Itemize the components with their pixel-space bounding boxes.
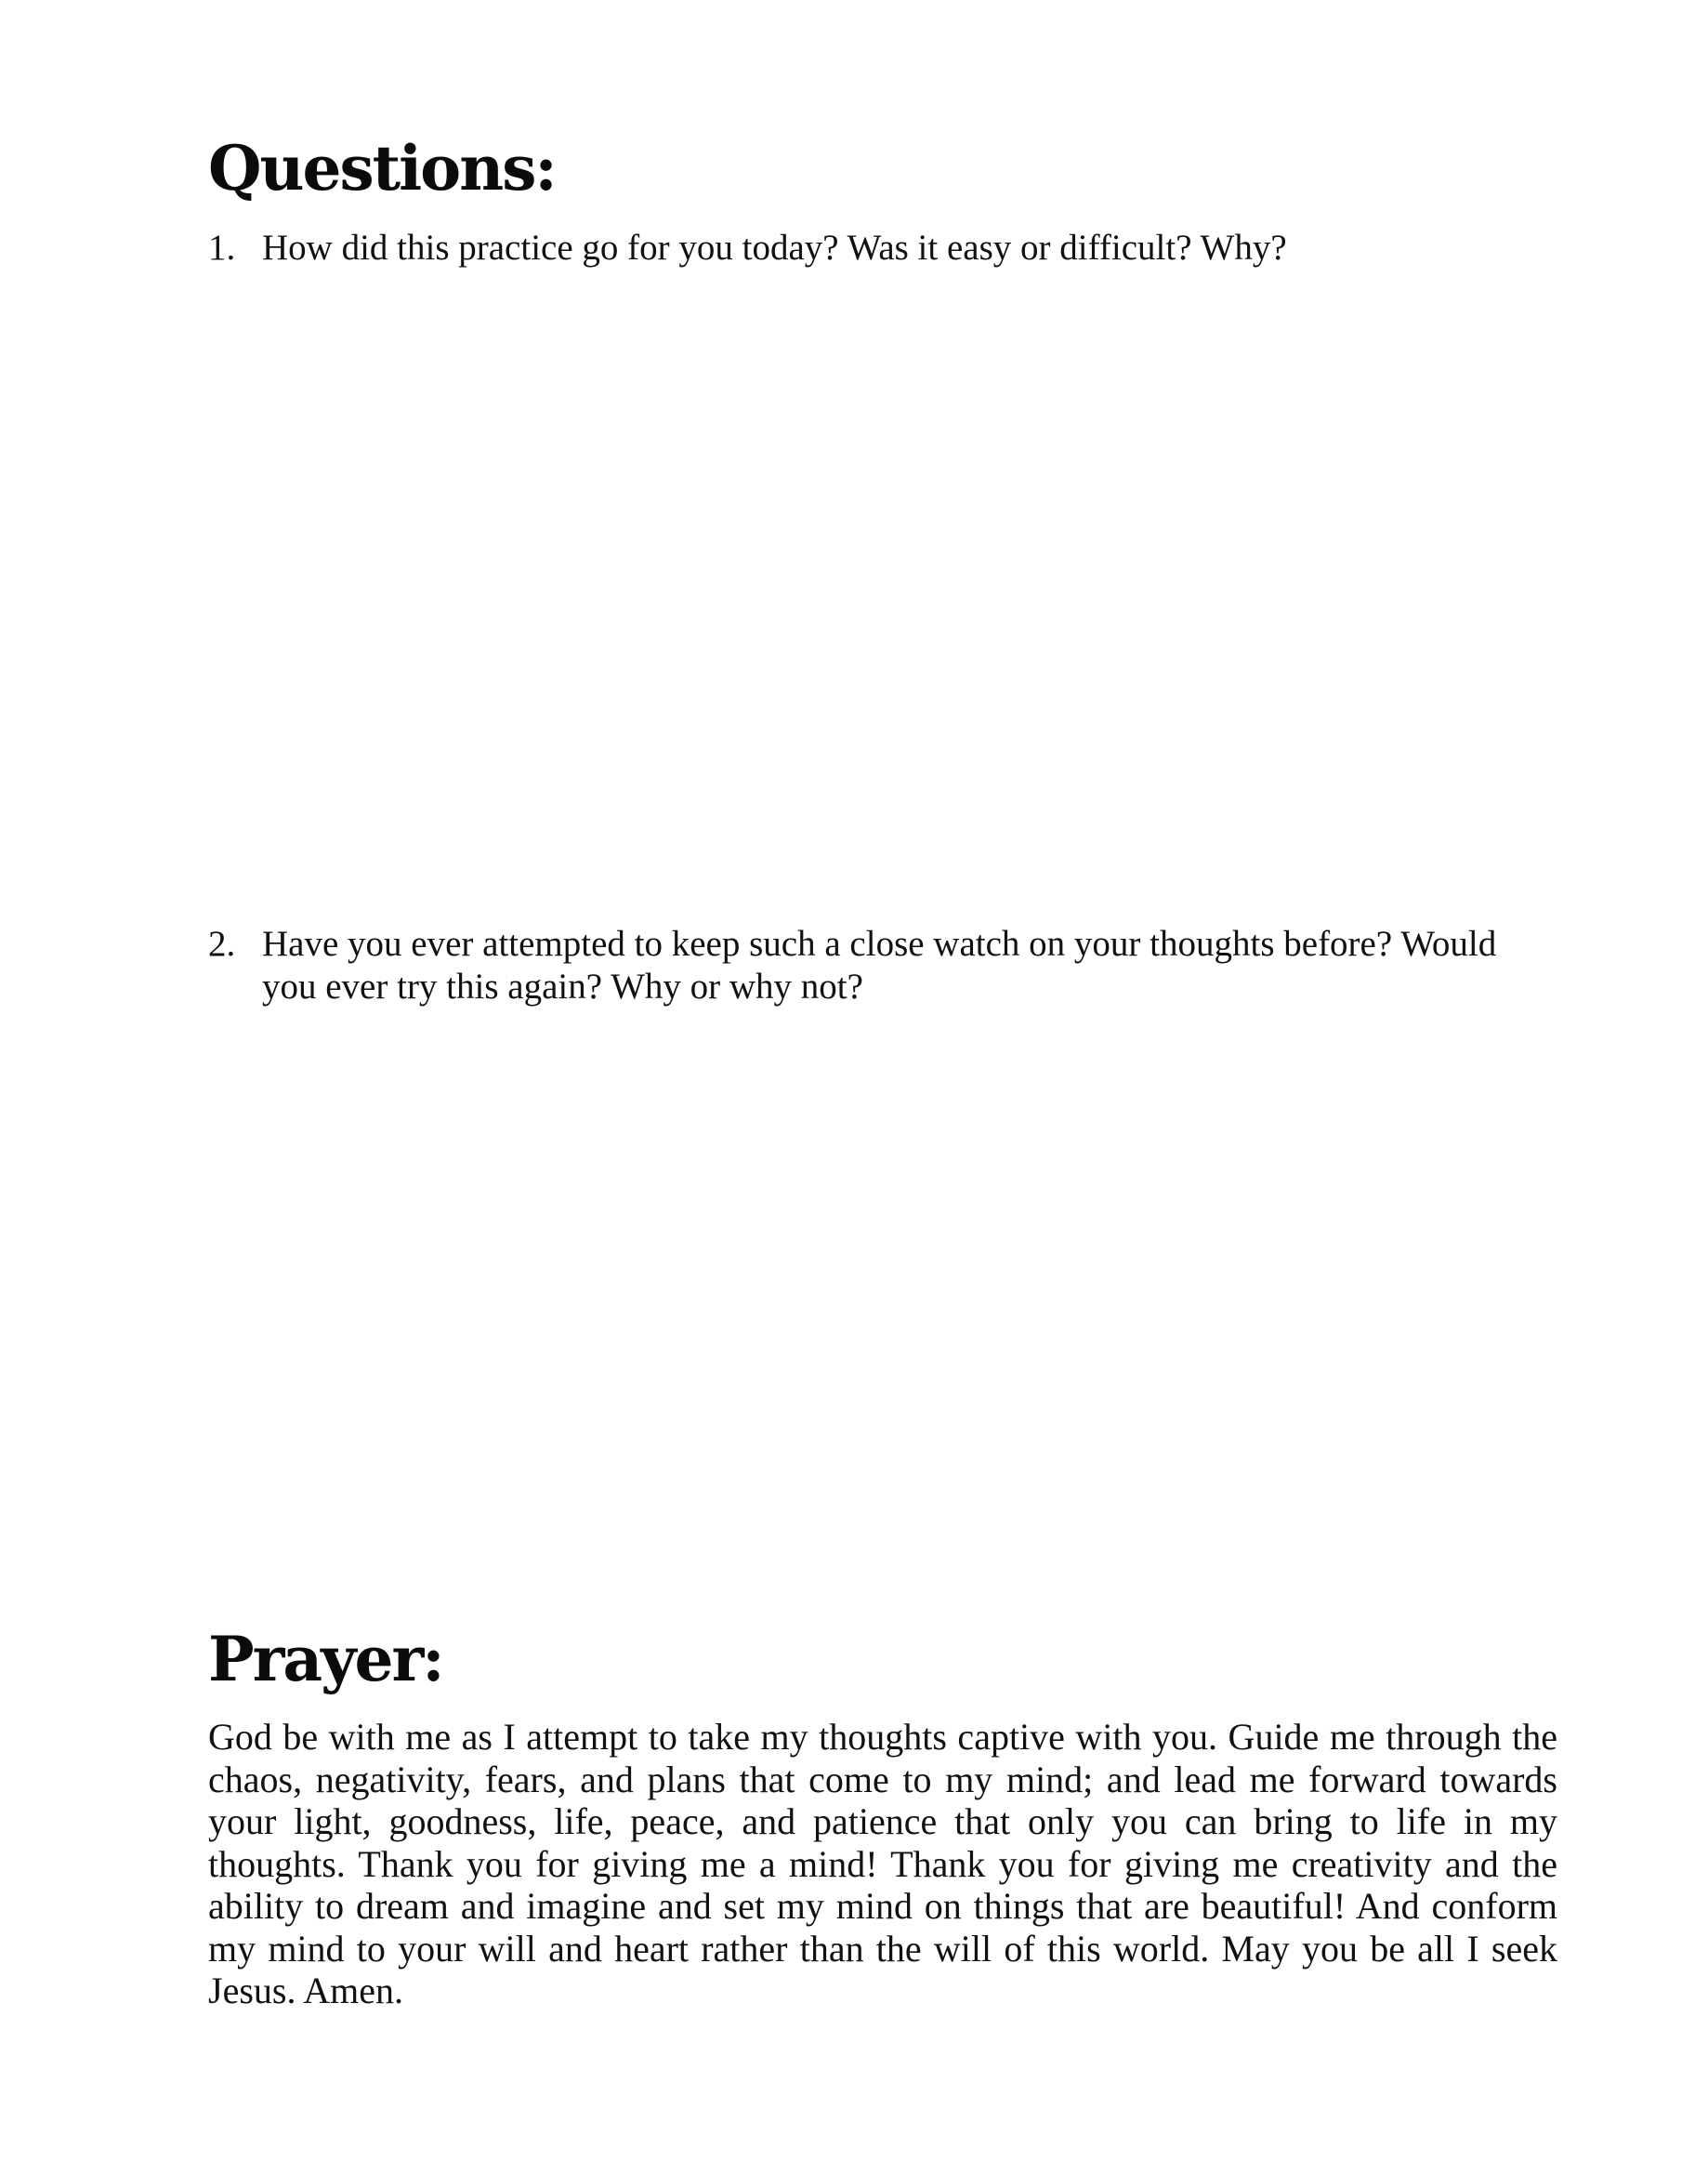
answer-writing-space [262,1018,1557,1594]
prayer-text: God be with me as I attempt to take my thoughts captive with you. Guide me through the chaos, negativity, fears, and plans that come to my mind; and lead me forward towards your light, goodness, life, peace, and patience that only you can bring to life in my thoughts. Thank you for giving me a mind! Thank you for giving me creativity and the ability to dream and imagine and set my mind on things that are beautiful! And conform my mind to your will and heart rather than the will of this world. May you be all I seek Jesus. Amen. [208,1716,1557,2011]
question-item [208,923,1557,1008]
question-number: 2. [208,924,236,964]
question-item [208,227,1557,270]
answer-writing-space [262,279,1557,911]
questions-heading: Questions: [208,132,556,204]
question-text: Have you ever attempted to keep such a close watch on your thoughts before? Would you ever try this again? Why or why not? [262,924,1497,1007]
question-number: 1. [208,228,236,268]
prayer-heading: Prayer: [208,1623,443,1695]
question-text: How did this practice go for you today? Was it easy or difficult? Why? [262,228,1287,268]
